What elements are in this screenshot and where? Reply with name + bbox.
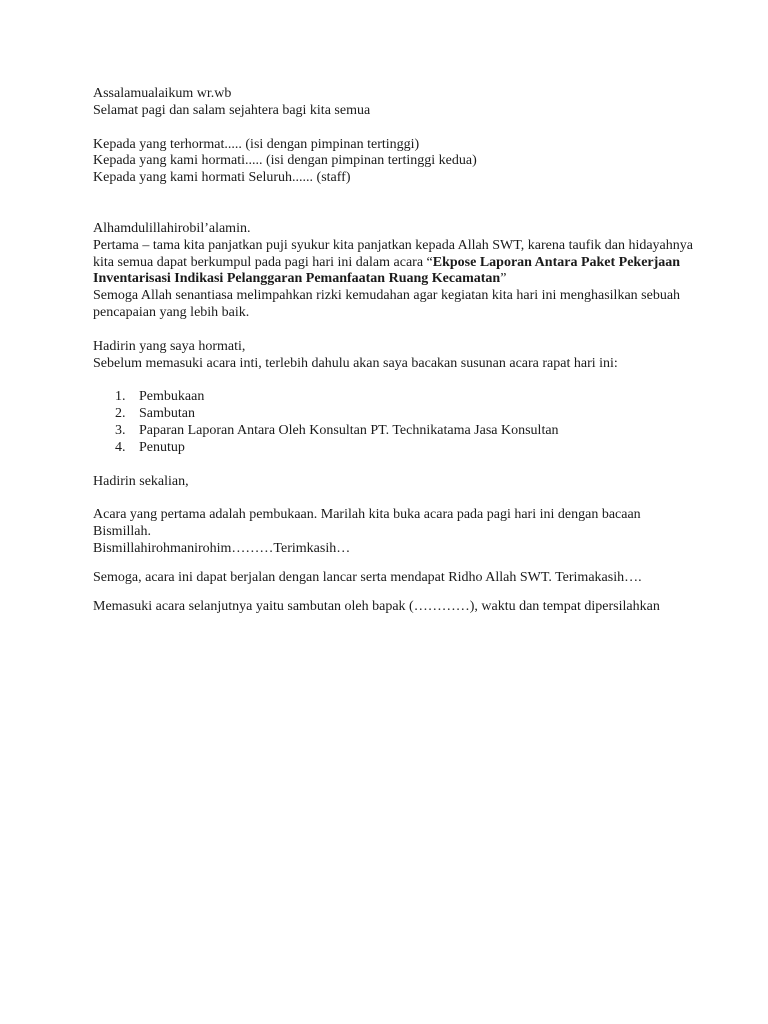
agenda-list xyxy=(93,389,693,456)
agenda-item xyxy=(93,440,693,457)
next-event-paragraph: Memasuki acara selanjutnya yaitu sambutan oleh bapak (…………), waktu dan tempat dipersilahkan xyxy=(93,598,660,614)
agenda-label: Penutup xyxy=(139,439,185,455)
bismillah-line: Bismillahirohmanirohim………Terimkasih… xyxy=(93,540,351,556)
agenda-number: 1. xyxy=(115,389,126,405)
agenda-label: Paparan Laporan Antara Oleh Konsultan PT. Technikatama Jasa Konsultan xyxy=(139,422,559,438)
agenda-intro: Sebelum memasuki acara inti, terlebih dahulu akan saya bacakan susunan acara rapat hari ini: xyxy=(93,355,618,371)
greeting-line: Selamat pagi dan salam sejahtera bagi kita semua xyxy=(93,102,371,118)
agenda-label: Pembukaan xyxy=(139,389,205,405)
address-line: Kepada yang kami hormati Seluruh...... (staff) xyxy=(93,170,351,186)
first-event-paragraph: Acara yang pertama adalah pembukaan. Marilah kita buka acara pada pagi hari ini dengan bacaan Bismillah. xyxy=(93,507,641,540)
hope-paragraph: Semoga Allah senantiasa melimpahkan rizki kemudahan agar kegiatan kita hari ini menghasilkan sebuah pencapaian yang lebih baik. xyxy=(93,288,681,320)
gratitude-paragraph xyxy=(93,238,693,288)
agenda-number: 3. xyxy=(115,422,126,438)
document-page xyxy=(93,86,693,615)
gratitude-close-quote: ” xyxy=(500,271,507,287)
address-line: Kepada yang terhormat..... (isi dengan pimpinan tertinggi) xyxy=(93,136,420,152)
closing-salutation: Hadirin sekalian, xyxy=(93,473,189,489)
agenda-number: 4. xyxy=(115,439,126,455)
address-line: Kepada yang kami hormati..... (isi dengan pimpinan tertinggi kedua) xyxy=(93,153,477,169)
wish-paragraph: Semoga, acara ini dapat berjalan dengan lancar serta mendapat Ridho Allah SWT. Terimakasih…. xyxy=(93,569,642,585)
audience-salutation: Hadirin yang saya hormati, xyxy=(93,338,246,354)
agenda-item xyxy=(93,389,693,406)
agenda-item xyxy=(93,423,693,440)
event-title: Ekpose Laporan Antara Paket Pekerjaan Inventarisasi Indikasi Pelanggaran Pemanfaatan Ruang Kecamatan xyxy=(93,254,681,287)
alhamdulillah-line: Alhamdulillahirobil’alamin. xyxy=(93,220,251,236)
greeting-line: Assalamualaikum wr.wb xyxy=(93,86,232,101)
agenda-item xyxy=(93,406,693,423)
gratitude-text: Pertama – tama kita panjatkan puji syukur kita panjatkan kepada Allah SWT, karena taufik dan hidayahnya kita semua dapat berkumpul pada pagi hari ini dalam acara “ xyxy=(93,237,693,270)
agenda-label: Sambutan xyxy=(139,406,195,422)
agenda-number: 2. xyxy=(115,406,126,422)
